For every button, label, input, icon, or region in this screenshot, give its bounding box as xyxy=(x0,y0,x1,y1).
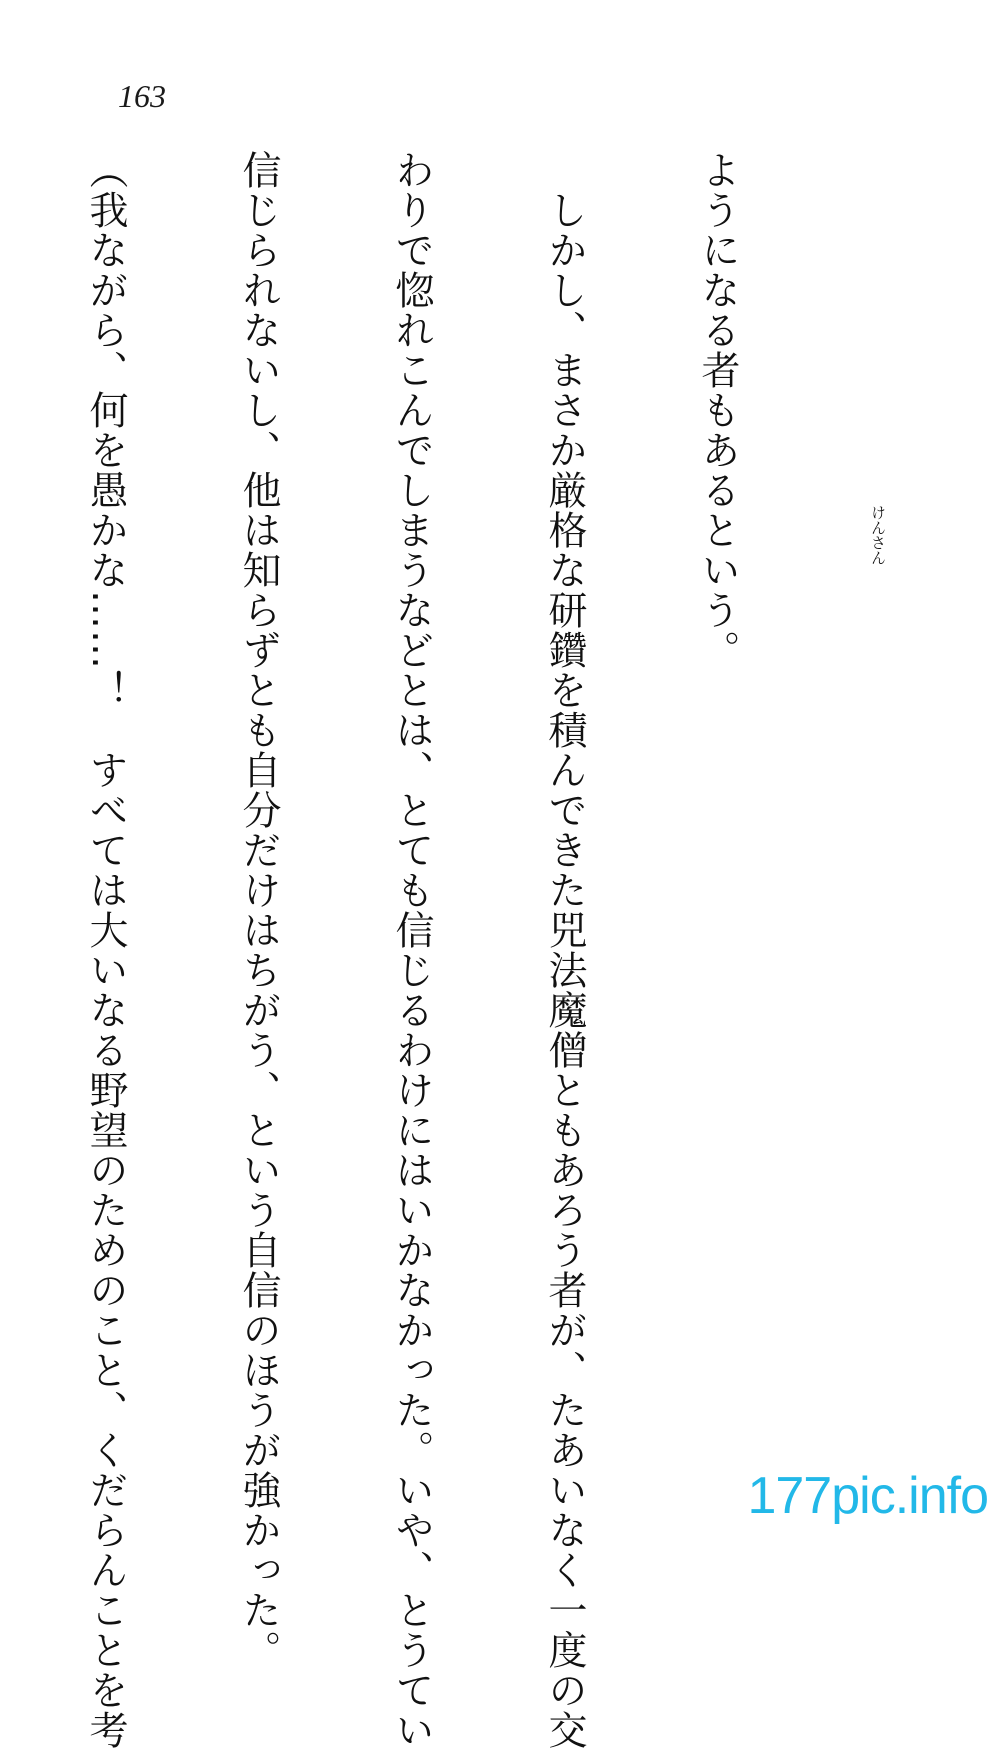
text-line: 信じられないし、他は知らずとも自分だけはちがう、という自信のほうが強かった。 xyxy=(236,150,281,1670)
text-line: （我ながら、何を愚かな……！ すべては大いなる野望のためのこと、くだらんことを考 xyxy=(83,150,128,1750)
text-line: しかし、まさか厳格な研鑽を積んできた兕法魔僧ともあろう者が、たあいなく一度の交 xyxy=(542,150,587,1750)
text-line: ようになる者もあるという。 xyxy=(695,150,740,670)
text-line: わりで惚れこんでしまうなどとは、とても信じるわけにはいかなかった。いや、とうてい xyxy=(389,150,434,1750)
watermark: 177pic.info xyxy=(747,1467,988,1525)
page-number: 163 xyxy=(118,78,166,114)
body-text xyxy=(0,150,845,1750)
furigana-kensan: けんさん xyxy=(869,505,887,565)
